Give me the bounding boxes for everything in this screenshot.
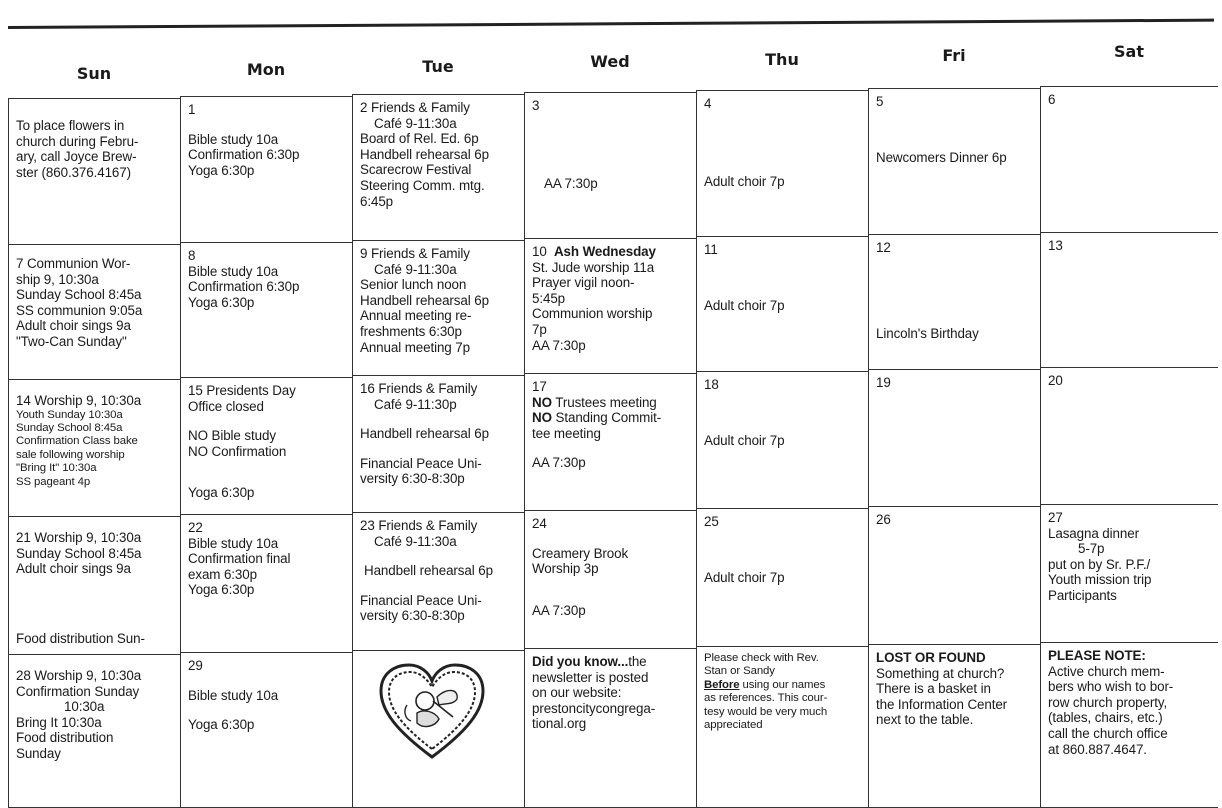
- event-text: Food distribution: [16, 730, 114, 746]
- note-text: row church property,: [1048, 694, 1168, 710]
- event-text: Annual meeting re-: [360, 308, 472, 324]
- event-text: Office closed: [188, 398, 264, 414]
- note-text: on our website:: [532, 685, 622, 701]
- event-text: 21 Worship 9, 10:30a: [16, 530, 142, 545]
- event-text: Bible study 10a: [188, 535, 279, 551]
- event-text: Senior lunch noon: [360, 277, 467, 293]
- event-text: Annual meeting 7p: [360, 339, 470, 355]
- event-text: Handbell rehearsal 6p: [364, 563, 493, 579]
- day-cell-28: [8, 654, 180, 808]
- website-note-cell: [524, 648, 696, 808]
- event-text: Adult choir sings 9a: [16, 561, 131, 577]
- cell-text: church during Febru-: [16, 133, 139, 149]
- event-text: Adult choir 7p: [704, 173, 785, 189]
- event-text: Sunday School 8:45a: [16, 287, 142, 303]
- event-text: 23 Friends & Family: [360, 518, 478, 533]
- event-text: SS pageant 4p: [16, 475, 91, 488]
- note-title: LOST OR FOUND: [876, 650, 986, 665]
- day-cell-8: [180, 242, 352, 377]
- event-text: AA 7:30p: [544, 175, 598, 191]
- day-number: 17: [532, 379, 547, 394]
- day-cell-15: [180, 377, 352, 514]
- event-text: put on by Sr. P.F./: [1048, 556, 1151, 572]
- event-text: sale following worship: [16, 448, 125, 461]
- event-text: 15 Presidents Day: [188, 383, 296, 398]
- event-text: 7 Communion Wor-: [16, 256, 131, 271]
- event-text: Newcomers Dinner 6p: [876, 149, 1007, 165]
- note-text: There is a basket in: [876, 681, 991, 697]
- event-text: ship 9, 10:30a: [16, 271, 99, 287]
- event-text: freshments 6:30p: [360, 323, 462, 339]
- day-number: 24: [532, 516, 547, 531]
- event-text: tee meeting: [532, 425, 601, 441]
- note-text: call the church office: [1048, 725, 1168, 741]
- event-text: Food distribution Sun-: [16, 630, 145, 646]
- event-text: Handbell rehearsal 6p: [360, 426, 489, 442]
- event-text: Financial Peace Uni-: [360, 455, 482, 471]
- event-text: Yoga 6:30p: [188, 162, 255, 178]
- note-text: newsletter is posted: [532, 669, 649, 685]
- header-tue: [352, 36, 524, 98]
- note-text: Active church mem-: [1048, 663, 1165, 679]
- day-number: 18: [704, 377, 719, 392]
- day-number: 29: [188, 658, 203, 673]
- event-text: Sunday: [16, 745, 61, 761]
- note-text: (tables, chairs, etc.): [1048, 710, 1163, 726]
- no-label: NO: [532, 394, 552, 410]
- header-label: Sat: [1114, 42, 1144, 61]
- event-text: Confirmation 6:30p: [188, 279, 300, 295]
- header-label: Fri: [942, 46, 966, 65]
- day-number: 8: [188, 248, 196, 263]
- note-text: prestoncitycongrega-: [532, 700, 656, 716]
- event-text: exam 6:30p: [188, 566, 257, 582]
- day-cell-7: [8, 244, 180, 379]
- day-cell-23: [352, 512, 524, 650]
- event-text: Board of Rel. Ed. 6p: [360, 131, 479, 147]
- header-label: Sun: [76, 64, 112, 83]
- day-number: 6: [1048, 92, 1056, 107]
- event-text: NO Bible study: [188, 428, 276, 444]
- calendar-grid: [8, 36, 1218, 808]
- event-text: Adult choir 7p: [704, 297, 785, 313]
- day-cell-27: [1040, 504, 1218, 642]
- event-text: Café 9-11:30a: [374, 261, 457, 277]
- note-emphasis: Before: [704, 678, 740, 691]
- day-number: 13: [1048, 238, 1063, 253]
- event-text: SS communion 9:05a: [16, 302, 143, 318]
- event-text: 16 Friends & Family: [360, 381, 478, 396]
- no-label: NO: [532, 410, 552, 426]
- day-cell-12: [868, 234, 1040, 369]
- header-mon: [180, 36, 352, 98]
- event-text: Trustees meeting: [555, 394, 657, 410]
- event-text: Scarecrow Festival: [360, 162, 472, 178]
- day-cell-notice: [8, 98, 180, 244]
- day-cell-13: [1040, 232, 1218, 367]
- day-cell-4: [696, 90, 868, 236]
- event-text: Bring It 10:30a: [16, 714, 102, 730]
- event-text: Café 9-11:30p: [374, 396, 457, 412]
- event-text: 5:45p: [532, 290, 566, 306]
- event-text: Confirmation final: [188, 551, 291, 567]
- event-text: 5-7p: [1078, 541, 1105, 557]
- day-number: 27: [1048, 510, 1063, 525]
- day-cell-20: [1040, 367, 1218, 504]
- event-text: Adult choir 7p: [704, 569, 785, 585]
- event-text: Yoga 6:30p: [188, 294, 255, 310]
- day-cell-1: [180, 96, 352, 242]
- cherub-heart-icon: [377, 661, 487, 761]
- day-number: 11: [704, 242, 718, 257]
- day-number: 5: [876, 94, 884, 109]
- header-label: Mon: [246, 60, 286, 79]
- note-title: PLEASE NOTE:: [1048, 648, 1146, 663]
- event-text: 14 Worship 9, 10:30a: [16, 393, 142, 408]
- header-label: Thu: [765, 50, 799, 69]
- day-cell-26: [868, 506, 1040, 644]
- event-text: Financial Peace Uni-: [360, 592, 482, 608]
- note-text: Please check with Rev.: [704, 652, 819, 664]
- day-cell-18: [696, 371, 868, 508]
- day-cell-24: [524, 510, 696, 648]
- day-number: 1: [188, 102, 196, 117]
- day-number: 12: [876, 240, 891, 255]
- top-rule: [8, 19, 1214, 29]
- header-label: Wed: [590, 52, 630, 71]
- header-label: Tue: [422, 57, 454, 76]
- day-cell-14: [8, 379, 180, 516]
- event-text: Confirmation Sunday: [16, 683, 140, 699]
- day-cell-11: [696, 236, 868, 371]
- event-text: Café 9-11:30a: [374, 115, 457, 131]
- day-cell-6: [1040, 86, 1218, 232]
- event-text: Café 9-11:30a: [374, 533, 457, 549]
- day-cell-19: [868, 369, 1040, 506]
- header-thu: [696, 36, 868, 98]
- note-text: at 860.887.4647.: [1048, 741, 1147, 757]
- event-text: versity 6:30-8:30p: [360, 608, 465, 624]
- holiday-title: Ash Wednesday: [553, 244, 656, 259]
- event-text: Bible study 10a: [188, 131, 279, 147]
- note-text: using our names: [739, 678, 826, 691]
- day-number: 25: [704, 514, 719, 529]
- day-cell-16: [352, 375, 524, 512]
- cell-text: To place flowers in: [16, 118, 125, 133]
- header-wed: [524, 36, 696, 98]
- event-text: versity 6:30-8:30p: [360, 471, 465, 487]
- day-cell-21: [8, 516, 180, 654]
- day-number: 3: [532, 98, 540, 113]
- event-text: 10:30a: [64, 699, 105, 715]
- event-text: Prayer vigil noon-: [532, 275, 635, 291]
- day-cell-25: [696, 508, 868, 646]
- note-text: Stan or Sandy: [704, 665, 775, 678]
- heart-cell: [352, 650, 524, 808]
- event-text: Confirmation 6:30p: [188, 147, 300, 163]
- note-text: bers who wish to bor-: [1048, 679, 1174, 695]
- event-text: Bible study 10a: [188, 263, 279, 279]
- event-text: Yoga 6:30p: [188, 582, 255, 598]
- event-text: 2 Friends & Family: [360, 100, 470, 115]
- note-text: tesy would be very much: [704, 705, 828, 718]
- day-cell-3: [524, 92, 696, 238]
- day-cell-9: [352, 240, 524, 375]
- event-text: Worship 3p: [532, 561, 599, 577]
- note-text: next to the table.: [876, 712, 974, 728]
- note-text: tional.org: [532, 716, 587, 732]
- note-text: the Information Center: [876, 696, 1008, 712]
- day-cell-2: [352, 94, 524, 240]
- references-note-cell: [696, 646, 868, 808]
- day-cell-10: [524, 238, 696, 373]
- event-text: AA 7:30p: [532, 455, 586, 471]
- note-text: the: [628, 654, 647, 669]
- cell-text: ary, call Joyce Brew-: [16, 149, 137, 165]
- day-cell-17: [524, 373, 696, 510]
- day-number: 22: [188, 520, 203, 535]
- day-cell-29: [180, 652, 352, 808]
- event-text: Steering Comm. mtg.: [360, 177, 485, 193]
- day-number: 20: [1048, 373, 1063, 388]
- event-text: Standing Commit-: [555, 410, 662, 426]
- lost-found-cell: [868, 644, 1040, 808]
- event-text: Yoga 6:30p: [188, 717, 255, 733]
- event-text: "Bring It" 10:30a: [16, 462, 97, 475]
- note-text: as references. This cour-: [704, 692, 828, 705]
- event-text: Sunday School 8:45a: [16, 545, 142, 561]
- event-text: AA 7:30p: [532, 602, 586, 618]
- event-text: 28 Worship 9, 10:30a: [16, 668, 142, 683]
- event-text: AA 7:30p: [532, 337, 586, 353]
- event-text: Adult choir 7p: [704, 432, 785, 448]
- event-text: "Two-Can Sunday": [16, 333, 127, 349]
- please-note-cell: [1040, 642, 1218, 808]
- event-text: Participants: [1048, 587, 1117, 603]
- header-sun: [8, 36, 180, 98]
- day-number: 26: [876, 512, 891, 527]
- event-text: Youth Sunday 10:30a: [16, 408, 123, 421]
- day-number: 10: [532, 244, 547, 259]
- day-cell-5: [868, 88, 1040, 234]
- event-text: Handbell rehearsal 6p: [360, 146, 489, 162]
- event-text: Confirmation Class bake: [16, 435, 138, 448]
- event-text: NO Confirmation: [188, 443, 287, 459]
- day-number: 19: [876, 375, 891, 390]
- day-number: 4: [704, 96, 712, 111]
- event-text: Sunday School 8:45a: [16, 422, 123, 434]
- event-text: Lasagna dinner: [1048, 525, 1139, 541]
- event-text: Yoga 6:30p: [188, 485, 255, 501]
- event-text: 9 Friends & Family: [360, 246, 470, 261]
- note-title: Did you know...: [532, 654, 629, 669]
- note-text: appreciated: [704, 719, 763, 732]
- cell-text: ster (860.376.4167): [16, 164, 131, 180]
- note-text: Something at church?: [876, 665, 1005, 681]
- event-text: Handbell rehearsal 6p: [360, 292, 489, 308]
- day-cell-22: [180, 514, 352, 652]
- event-text: 7p: [532, 321, 547, 337]
- event-text: Youth mission trip: [1048, 572, 1152, 588]
- event-text: Bible study 10a: [188, 687, 279, 703]
- event-text: Adult choir sings 9a: [16, 318, 131, 334]
- event-text: St. Jude worship 11a: [532, 259, 655, 275]
- event-text: Communion worship: [532, 306, 653, 322]
- event-text: Creamery Brook: [532, 545, 629, 561]
- event-text: Lincoln's Birthday: [876, 325, 979, 341]
- event-text: 6:45p: [360, 193, 394, 209]
